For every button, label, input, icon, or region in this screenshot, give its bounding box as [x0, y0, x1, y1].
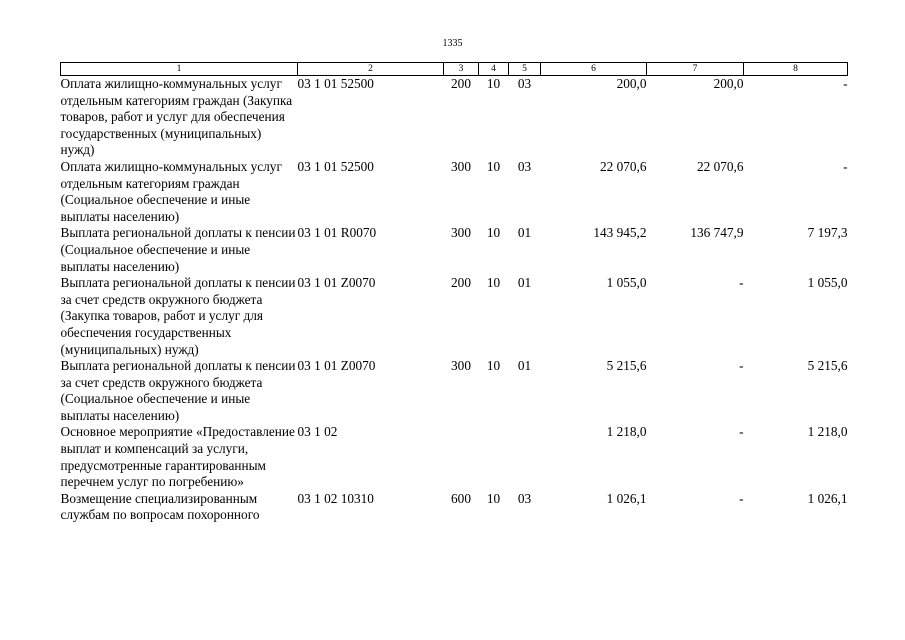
row-col5	[509, 424, 541, 490]
row-col5: 03	[517, 158, 532, 174]
column-number: 4	[479, 63, 509, 76]
row-code: 03 1 01 Z0070	[297, 358, 376, 374]
row-col3: 300	[451, 225, 471, 241]
row-col8: 1 026,1	[807, 490, 848, 506]
row-name: Оплата жилищно-коммунальных услуг отдельным категориям граждан (Социальное обеспечение и иные выплаты населению)	[60, 158, 282, 224]
row-col6: 22 070,6	[599, 158, 647, 174]
row-code: 03 1 02	[297, 424, 338, 440]
row-col7: -	[739, 490, 744, 506]
row-col8: 5 215,6	[807, 358, 848, 374]
row-col3	[444, 424, 479, 490]
row-code: 03 1 01 Z0070	[297, 275, 376, 291]
column-number: 6	[541, 63, 647, 76]
table-row	[61, 491, 848, 524]
row-col4: 10	[486, 158, 501, 174]
row-name: Оплата жилищно-коммунальных услуг отдельным категориям граждан (Закупка товаров, работ и услуг для обеспечения государственных (муниципальных) нужд)	[60, 76, 293, 158]
table-row	[61, 424, 848, 490]
row-name: Основное мероприятие «Предоставление выплат и компенсаций за услуги, предусмотренные гарантированным перечнем услуг по погребению»	[60, 424, 295, 490]
row-col4: 10	[486, 490, 501, 506]
row-col6: 143 945,2	[593, 225, 647, 241]
column-number: 7	[647, 63, 744, 76]
row-col4: 10	[486, 225, 501, 241]
row-col4: 10	[486, 358, 501, 374]
column-number: 1	[61, 63, 298, 76]
row-col5: 01	[517, 358, 532, 374]
row-col7: -	[739, 358, 744, 374]
row-col7: -	[739, 275, 744, 291]
row-col4: 10	[486, 76, 501, 91]
row-name: Возмещение специализированным службам по вопросам похоронного	[60, 490, 260, 523]
row-col8: 1 218,0	[807, 424, 848, 440]
row-name: Выплата региональной доплаты к пенсии (Социальное обеспечение и иные выплаты населению)	[60, 225, 296, 274]
page-number: 1335	[442, 38, 463, 49]
table-row	[61, 358, 848, 424]
table-row	[61, 76, 848, 159]
row-col6: 5 215,6	[606, 358, 647, 374]
row-col7: 136 747,9	[690, 225, 744, 241]
row-name: Выплата региональной доплаты к пенсии за счет средств окружного бюджета (Закупка товаров, работ и услуг для обеспечения государственных (муниципальных) нужд)	[60, 275, 296, 357]
row-col5: 01	[517, 225, 532, 241]
row-col8: 1 055,0	[807, 275, 848, 291]
row-col6: 200,0	[616, 76, 647, 91]
row-col5: 01	[517, 275, 532, 291]
row-col6: 1 218,0	[606, 424, 647, 440]
column-number-row	[61, 63, 848, 76]
column-number: 3	[444, 63, 479, 76]
row-code: 03 1 01 52500	[297, 158, 374, 174]
row-code: 03 1 01 52500	[297, 76, 374, 91]
table-row	[61, 225, 848, 275]
row-col7: 22 070,6	[696, 158, 744, 174]
row-col4	[479, 424, 509, 490]
row-col7: 200,0	[713, 76, 744, 91]
row-col6: 1 026,1	[606, 490, 647, 506]
row-col3: 300	[451, 358, 471, 374]
row-col4: 10	[486, 275, 501, 291]
column-number: 2	[298, 63, 444, 76]
budget-table	[60, 62, 848, 524]
row-col3: 200	[451, 275, 471, 291]
row-col7: -	[739, 424, 744, 440]
row-col3: 200	[451, 76, 471, 91]
row-col8: -	[843, 76, 848, 91]
row-col5: 03	[517, 490, 532, 506]
row-col5: 03	[517, 76, 532, 91]
row-col3: 600	[451, 490, 471, 506]
column-number: 8	[744, 63, 848, 76]
row-code: 03 1 02 10310	[297, 490, 374, 506]
row-col8: 7 197,3	[807, 225, 848, 241]
row-col3: 300	[451, 158, 471, 174]
row-code: 03 1 01 R0070	[297, 225, 377, 241]
table-row	[61, 275, 848, 358]
row-name: Выплата региональной доплаты к пенсии за счет средств окружного бюджета (Социальное обеспечение и иные выплаты населению)	[60, 358, 296, 423]
row-col6: 1 055,0	[606, 275, 647, 291]
column-number: 5	[509, 63, 541, 76]
table-row	[61, 159, 848, 225]
row-col8: -	[843, 158, 848, 174]
